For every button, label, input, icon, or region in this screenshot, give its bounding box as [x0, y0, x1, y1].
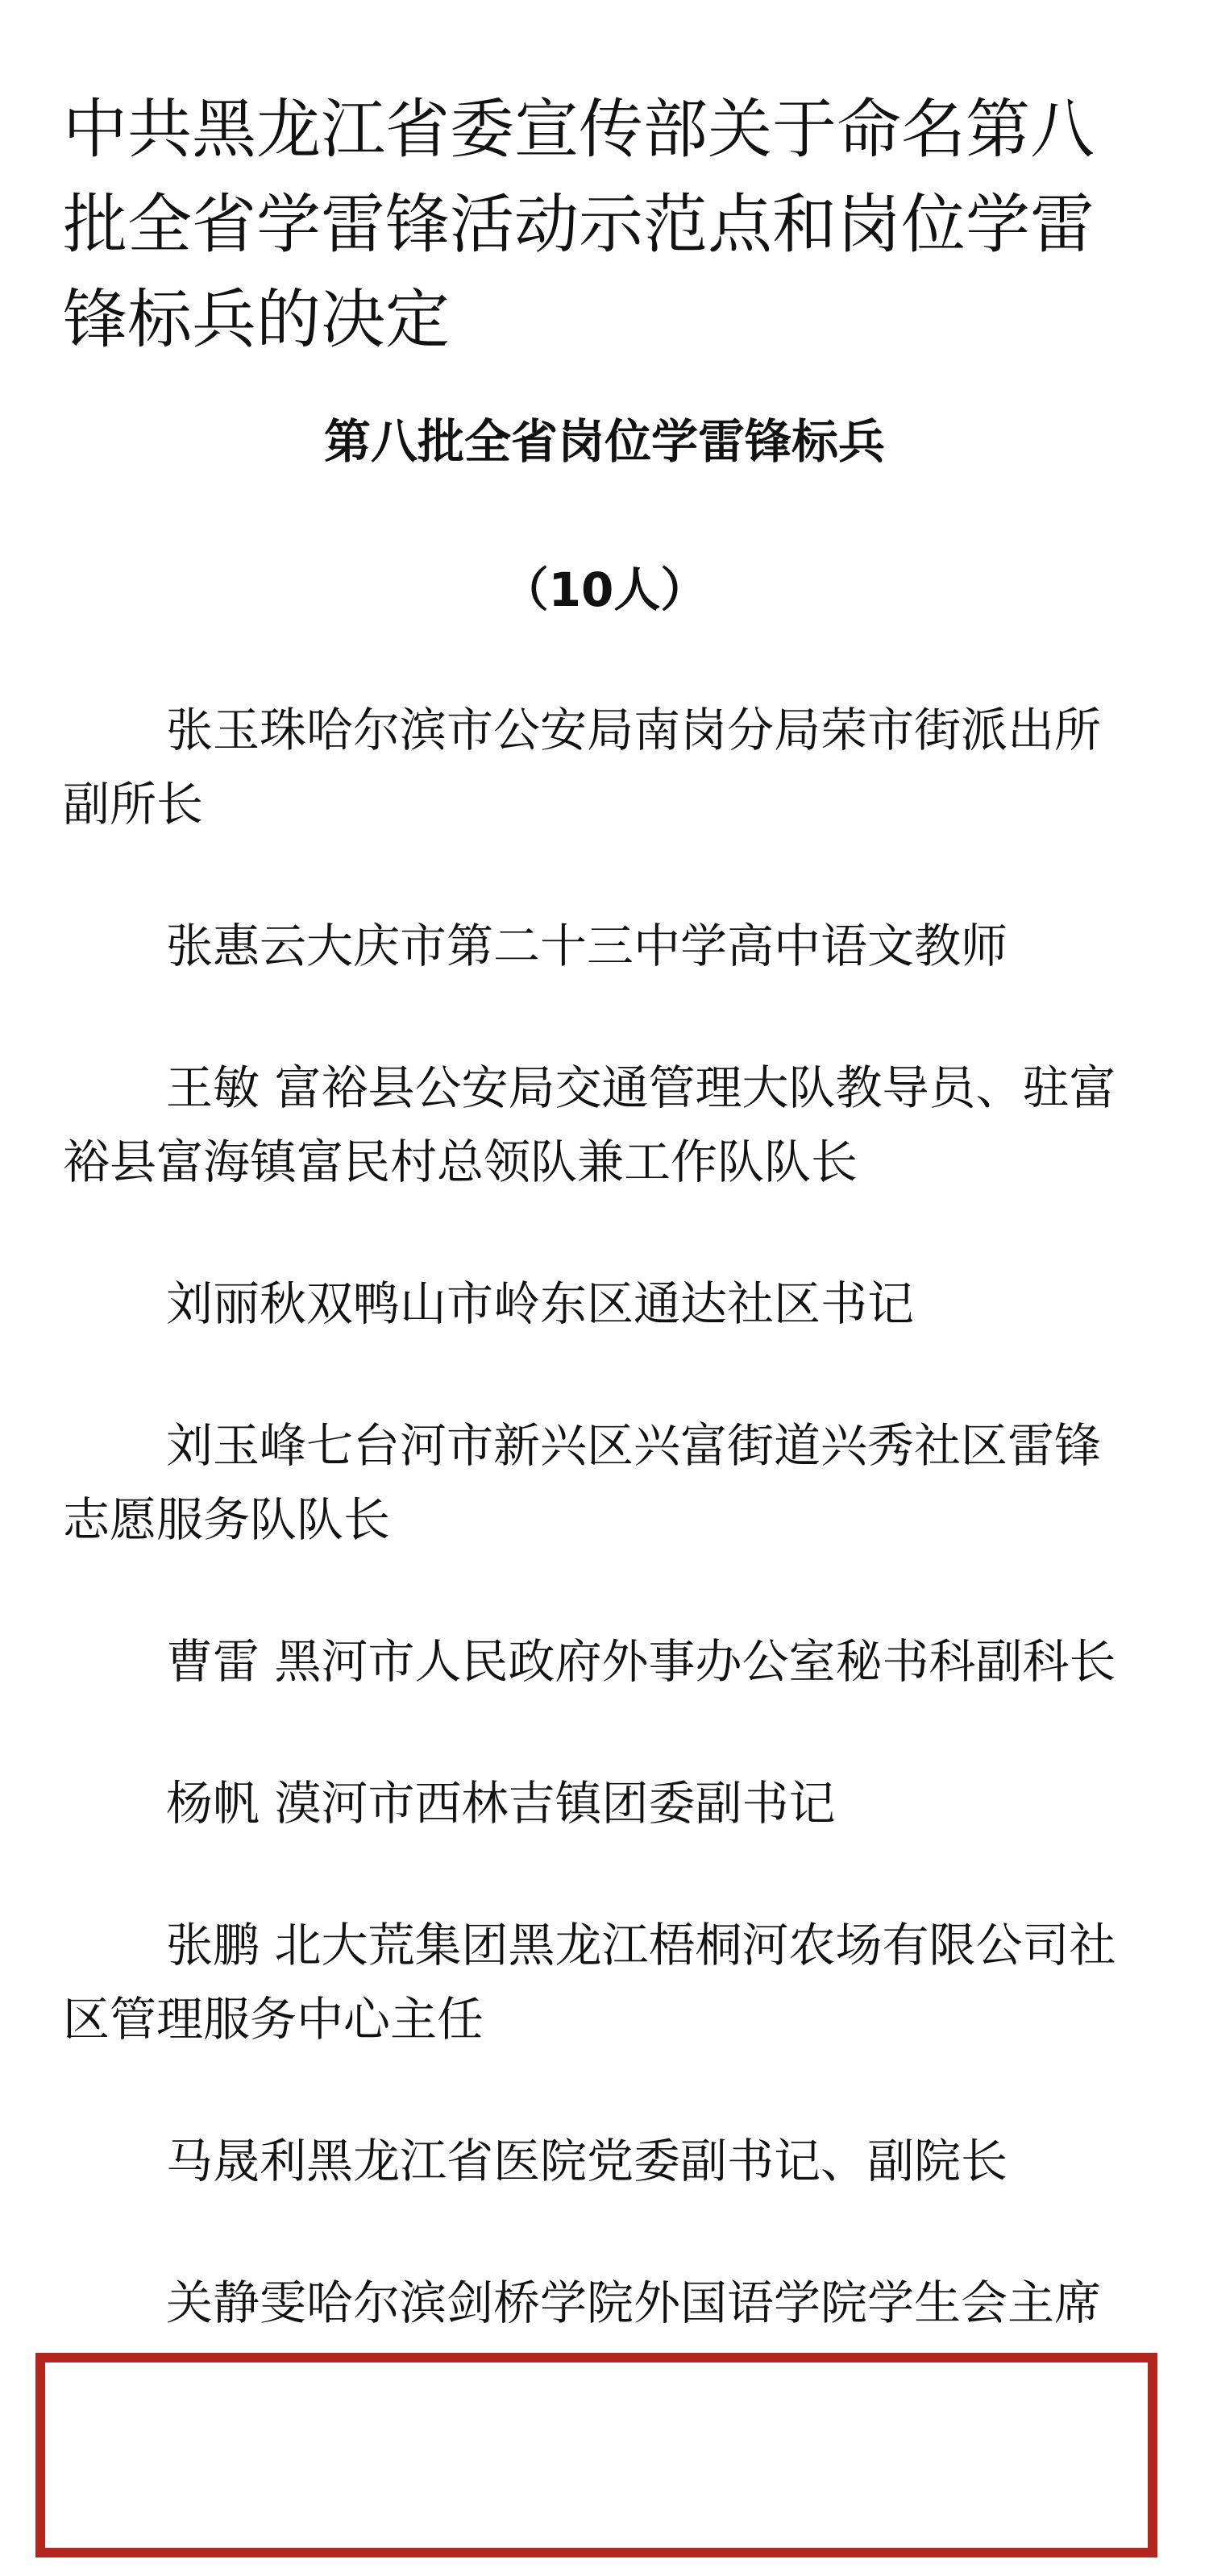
count-label: （10人） — [501, 562, 708, 617]
honoree-description: 黑龙江省医院党委副书记、副院长 — [306, 2134, 1008, 2188]
honoree-name: 张鹏 — [166, 1918, 275, 1972]
honoree-entry — [63, 2124, 1143, 2198]
section-heading: 第八批全省岗位学雷锋标兵 — [323, 414, 885, 469]
honoree-entry — [63, 693, 1143, 841]
honoree-description: 七台河市新兴区兴富街道兴秀社区雷锋志愿服务队队长 — [63, 1418, 1102, 1547]
honoree-name: 刘丽秋 — [166, 1276, 307, 1331]
honoree-entry — [63, 1051, 1143, 1199]
honoree-entry — [63, 1267, 1143, 1341]
honoree-entry — [63, 1408, 1143, 1557]
document-title: 中共黑龙江省委宣传部关于命名第八批全省学雷锋活动示范点和岗位学雷锋标兵的决定 — [63, 92, 1095, 357]
honoree-name: 马晟利 — [166, 2134, 307, 2188]
honoree-entry — [63, 1766, 1143, 1840]
honoree-description: 北大荒集团黑龙江梧桐河农场有限公司社区管理服务中心主任 — [63, 1918, 1116, 2047]
honoree-entry — [63, 1624, 1143, 1699]
honoree-name: 刘玉峰 — [166, 1418, 307, 1473]
honoree-description: 漠河市西林吉镇团委副书记 — [274, 1776, 836, 1831]
honoree-name: 杨帆 — [166, 1776, 275, 1831]
honoree-name: 张惠云 — [166, 919, 307, 973]
honoree-list — [63, 693, 1143, 2408]
highlight-frame — [35, 2353, 1157, 2557]
honoree-name: 王敏 — [166, 1060, 275, 1115]
honoree-entry — [63, 1908, 1143, 2056]
honoree-name: 关静雯 — [166, 2275, 307, 2330]
honoree-entry — [63, 909, 1143, 983]
honoree-entry-highlighted — [63, 2266, 1143, 2340]
honoree-description: 哈尔滨市公安局南岗分局荣市街派出所副所长 — [63, 703, 1102, 832]
honoree-description: 富裕县公安局交通管理大队教导员、驻富裕县富海镇富民村总领队兼工作队队长 — [63, 1060, 1116, 1189]
honoree-description: 大庆市第二十三中学高中语文教师 — [306, 919, 1008, 973]
honoree-description: 哈尔滨剑桥学院外国语学院学生会主席 — [306, 2275, 1102, 2330]
honoree-name: 张玉珠 — [166, 703, 307, 757]
honoree-name: 曹雷 — [166, 1634, 275, 1689]
honoree-description: 双鸭山市岭东区通达社区书记 — [306, 1276, 915, 1331]
honoree-description: 黑河市人民政府外事办公室秘书科副科长 — [274, 1634, 1116, 1689]
